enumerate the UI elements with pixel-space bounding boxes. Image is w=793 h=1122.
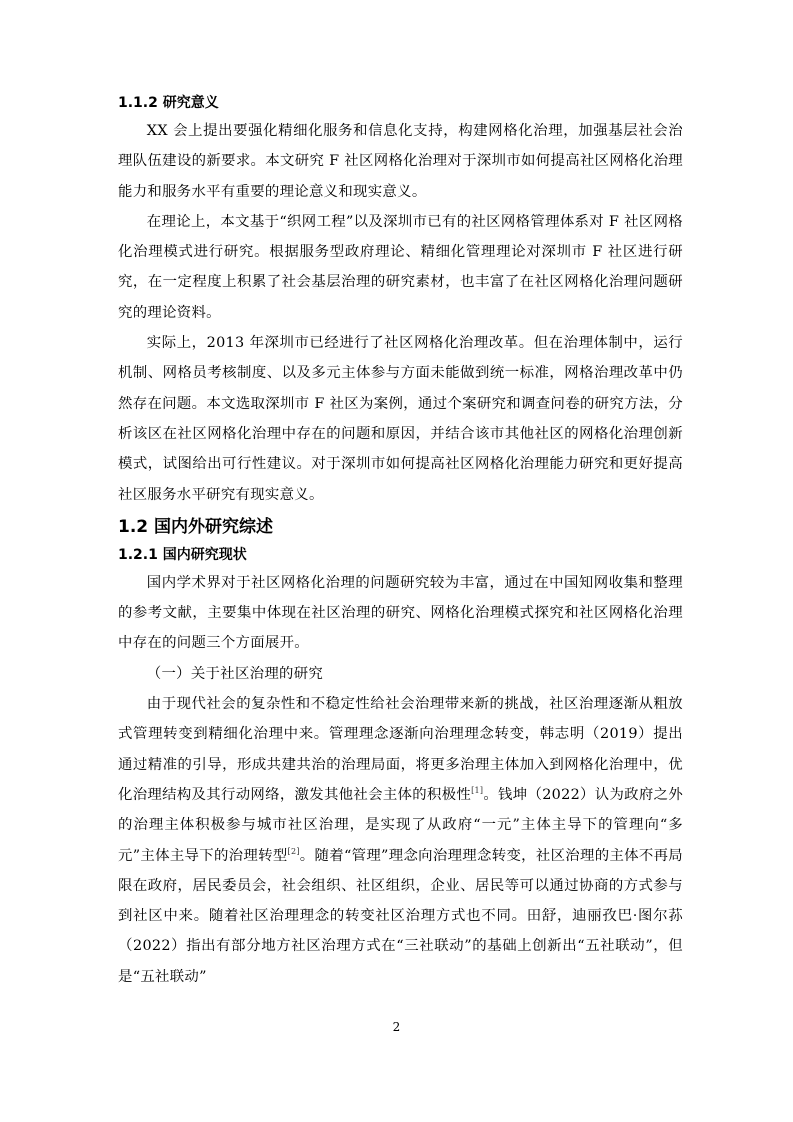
paragraph-text: 由于现代社会的复杂性和不稳定性给社会治理带来新的挑战，社区治理逐渐从粗放式管理转变到精细化治理中来。管理理念逐渐向治理理念转变，韩志明（2019）提出通过精准的引导，形成共建共治的治理局面，将更多治理主体加入到网格化治理中，优化治理结构及其行动网络，激发其他社会主体的积极性: [118, 696, 683, 803]
paragraph: XX 会上提出要强化精细化服务和信息化支持，构建网格化治理，加强基层社会治理队伍建设的新要求。本文研究 F 社区网格化治理对于深圳市如何提高社区网格化治理能力和服务水平有重要的理论意义和现实意义。: [118, 123, 683, 200]
paragraph: 实际上，2013 年深圳市已经进行了社区网格化治理改革。但在治理体制中，运行机制、网格员考核制度、以及多元主体参与方面未能做到统一标准，网格治理改革中仍然存在问题。本文选取深圳市 F 社区为案例，通过个案研究和调查问卷的研究方法，分析该区在社区网格化治理中存在的问题和原因，并结合该市其他社区的网格化治理创新模式，试图给出可行性建议。对于深圳市如何提高社区网格化治理能力研究和更好提高社区服务水平研究有现实意义。: [118, 335, 683, 503]
paragraph-text: 。随着“管理”理念向治理理念转变，社区治理的主体不再局限在政府，居民委员会，社会组织、社区组织，企业、居民等可以通过协商的方式参与到社区中来。随着社区治理理念的转变社区治理方式也不同。田舒，迪丽孜巴·图尔荪（2022）指出有部分地方社区治理方式在“三社联动”的基础上创新出“五社联动”，但是“五社联动”: [118, 847, 683, 985]
page-content: [118, 90, 683, 992]
paragraph: 在理论上，本文基于“织网工程”以及深圳市已有的社区网格管理体系对 F 社区网格化治理模式进行研究。根据服务型政府理论、精细化管理理论对深圳市 F 社区进行研究，在一定程度上积累了社会基层治理的研究素材，也丰富了在社区网格化治理问题研究的理论资料。: [118, 213, 683, 321]
citation-ref-1[interactable]: [1]: [471, 786, 484, 796]
subsection-title: （一）关于社区治理的研究: [146, 665, 324, 682]
citation-ref-2[interactable]: [2]: [287, 846, 300, 856]
section-heading-1-2-1: 1.2.1 国内研究现状: [118, 546, 247, 563]
paragraph: 国内学术界对于社区网格化治理的问题研究较为丰富，通过在中国知网收集和整理的参考文献，主要集中体现在社区治理的研究、网格化治理模式探究和社区网格化治理中存在的问题三个方面展开。: [118, 574, 683, 652]
paragraph-text: 。钱坤（2022）认为政府之外的治理主体积极参与城市社区治理，是实现了从政府“一元”主体主导下的管理向“多元”主体主导下的治理转型: [118, 786, 684, 864]
section-heading-1-1-2: 1.1.2 研究意义: [118, 95, 219, 111]
paragraph-with-citations: [118, 689, 683, 992]
page-number: 2: [392, 1020, 401, 1034]
section-heading-1-2: 1.2 国内外研究综述: [118, 516, 274, 537]
